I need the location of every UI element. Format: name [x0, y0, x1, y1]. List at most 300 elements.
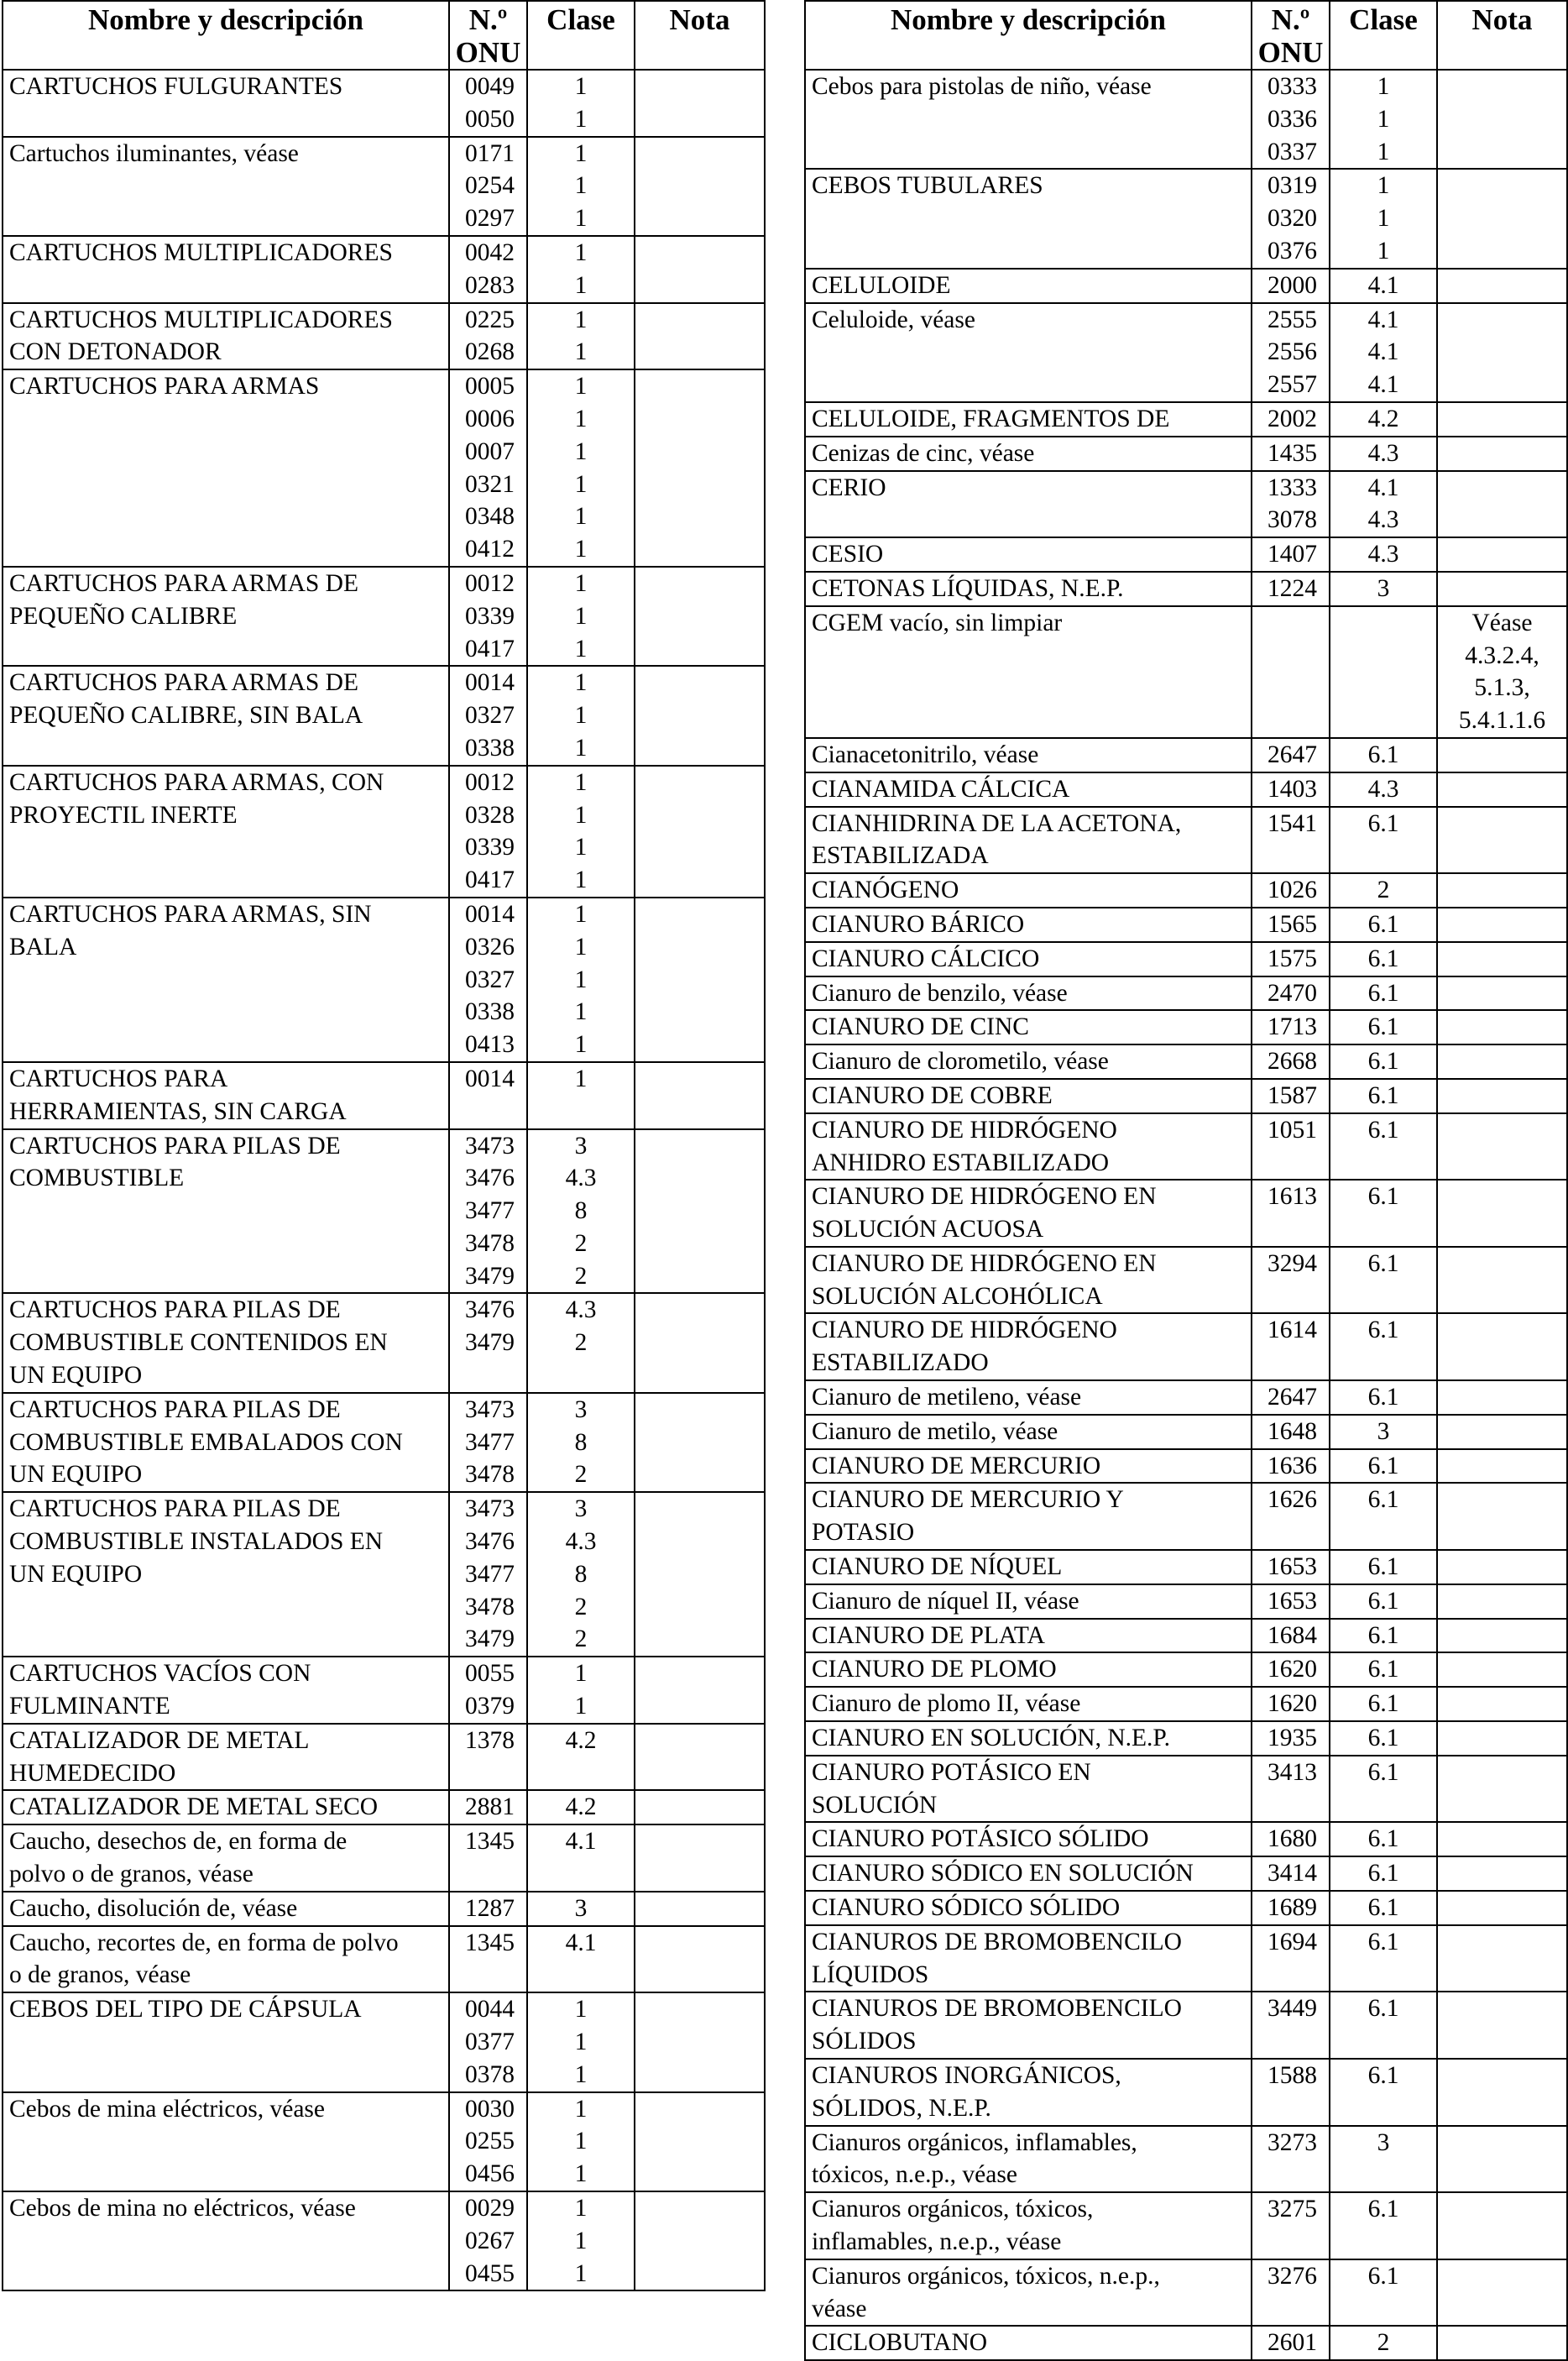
cell-clase	[527, 236, 635, 303]
table-row	[805, 1449, 1567, 1484]
cell-name	[805, 1044, 1252, 1079]
table-row	[805, 976, 1567, 1011]
entry-name-line: CIANHIDRINA DE LA ACETONA,	[812, 809, 1182, 837]
cell-clase	[1330, 1044, 1437, 1079]
onu-number: 1565	[1267, 910, 1317, 938]
cell-clase	[527, 1657, 635, 1724]
cell-onu	[1252, 572, 1330, 606]
cell-clase	[527, 1393, 635, 1492]
entry-name-line: COMBUSTIBLE	[9, 1165, 185, 1192]
onu-number: 1026	[1267, 877, 1317, 904]
class-value: 1	[574, 569, 588, 597]
onu-number: 0225	[465, 306, 515, 333]
onu-number: 0328	[465, 801, 515, 829]
cell-name	[805, 1584, 1252, 1619]
cell-name	[805, 1550, 1252, 1584]
class-value: 1	[574, 1065, 588, 1092]
cell-clase	[1330, 1756, 1437, 1823]
table-row	[3, 898, 765, 1062]
onu-number: 3276	[1267, 2262, 1317, 2290]
cell-onu	[1252, 606, 1330, 738]
cell-onu	[1252, 1619, 1330, 1653]
table-row	[805, 1415, 1567, 1449]
onu-number: 0326	[465, 933, 515, 961]
class-value: 8	[574, 1197, 588, 1225]
entry-name-line: CEBOS TUBULARES	[812, 172, 1043, 200]
table-row	[805, 873, 1567, 908]
onu-number: 0339	[465, 602, 515, 630]
cell-name	[3, 1393, 449, 1492]
cell-clase	[1330, 1925, 1437, 1992]
class-value: 6.1	[1367, 1013, 1399, 1041]
class-value: 1	[574, 238, 588, 266]
class-value: 1	[574, 669, 588, 697]
class-value: 3	[574, 1132, 588, 1160]
class-value: 1	[574, 2227, 588, 2254]
entry-name-line: CATALIZADOR DE METAL	[9, 1726, 310, 1754]
cell-nota	[1437, 2059, 1567, 2126]
onu-number: 3479	[465, 1262, 515, 1290]
entry-name-line: CIANURO DE MERCURIO	[812, 1452, 1101, 1479]
cell-name	[805, 738, 1252, 772]
cell-nota	[1437, 70, 1567, 169]
cell-clase	[1330, 437, 1437, 471]
cell-onu	[449, 369, 527, 567]
class-value: 1	[1377, 237, 1390, 264]
class-value: 4.3	[565, 1165, 597, 1192]
onu-number: 1653	[1267, 1587, 1317, 1615]
class-value: 1	[574, 2128, 588, 2155]
cell-name	[805, 1756, 1252, 1823]
class-value: 1	[574, 271, 588, 299]
class-value: 1	[574, 73, 588, 100]
cell-onu	[1252, 1721, 1330, 1756]
cell-onu	[1252, 1380, 1330, 1415]
cell-onu	[1252, 1415, 1330, 1449]
entry-name-line: CARTUCHOS PARA PILAS DE	[9, 1395, 341, 1423]
class-value: 4.1	[1367, 371, 1399, 399]
cell-nota	[635, 1293, 765, 1392]
table-row	[805, 1687, 1567, 1721]
cell-name	[3, 1293, 449, 1392]
onu-number: 0456	[465, 2160, 515, 2188]
cell-nota	[1437, 873, 1567, 908]
table-row	[3, 1824, 765, 1892]
cell-name	[805, 1449, 1252, 1484]
cell-clase	[1330, 1079, 1437, 1113]
class-value: 2	[574, 1229, 588, 1257]
cell-clase	[527, 567, 635, 666]
table-row	[3, 1657, 765, 1724]
entry-name-line: Cianacetonitrilo, véase	[812, 741, 1039, 768]
cell-clase	[1330, 606, 1437, 738]
entry-name-line: CIANURO DE HIDRÓGENO	[812, 1116, 1117, 1144]
class-value: 1	[574, 834, 588, 861]
cell-onu	[1252, 1822, 1330, 1856]
class-value: 6.1	[1367, 2196, 1399, 2223]
cell-name	[3, 1824, 449, 1892]
table-row	[805, 942, 1567, 976]
cell-name	[805, 1180, 1252, 1247]
entry-name-line: SÓLIDOS	[812, 2028, 917, 2055]
table-row	[3, 1892, 765, 1926]
table-row	[805, 1313, 1567, 1380]
cell-clase	[1330, 908, 1437, 942]
onu-number: 0348	[465, 503, 515, 531]
onu-number: 3479	[465, 1625, 515, 1653]
cell-nota	[1437, 1079, 1567, 1113]
class-value: 6.1	[1367, 1621, 1399, 1649]
header-name: Nombre y descripción	[3, 1, 449, 70]
table-row	[805, 437, 1567, 471]
class-value: 1	[574, 405, 588, 432]
class-value: 1	[574, 966, 588, 993]
entry-name-line: PEQUEÑO CALIBRE	[9, 602, 238, 630]
cell-nota	[635, 898, 765, 1062]
cell-name	[3, 303, 449, 370]
entry-name-line: UN EQUIPO	[9, 1461, 143, 1489]
class-value: 4.1	[565, 1828, 597, 1856]
class-value: 8	[574, 1560, 588, 1588]
table-row	[805, 908, 1567, 942]
cell-name	[3, 70, 449, 137]
cell-clase	[1330, 269, 1437, 303]
table-row	[805, 1721, 1567, 1756]
cell-onu	[449, 567, 527, 666]
table-row	[805, 738, 1567, 772]
cell-nota	[1437, 738, 1567, 772]
class-value: 1	[574, 503, 588, 531]
onu-number: 1333	[1267, 474, 1317, 501]
entry-name-line: CIANURO DE PLOMO	[812, 1656, 1057, 1683]
onu-number: 0377	[465, 2029, 515, 2056]
cell-nota	[1437, 1380, 1567, 1415]
entry-name-line: CIANUROS DE BROMOBENCILO	[812, 1928, 1182, 1955]
cell-nota	[1437, 772, 1567, 807]
cell-name	[805, 2259, 1252, 2327]
entry-name-line: CETONAS LÍQUIDAS, N.E.P.	[812, 574, 1124, 602]
onu-number: 0327	[465, 966, 515, 993]
onu-number: 3078	[1267, 506, 1317, 534]
onu-number: 1587	[1267, 1081, 1317, 1109]
class-value: 4.1	[1367, 271, 1399, 299]
onu-number: 1935	[1267, 1725, 1317, 1752]
entry-name-line: SÓLIDOS, N.E.P.	[812, 2094, 991, 2122]
entry-name-line: CIANURO DE NÍQUEL	[812, 1553, 1063, 1581]
cell-clase	[1330, 1856, 1437, 1891]
cell-nota	[1437, 269, 1567, 303]
entry-name-line: CATALIZADOR DE METAL SECO	[9, 1793, 379, 1821]
class-value: 1	[574, 933, 588, 961]
onu-number: 0044	[465, 1996, 515, 2023]
onu-number: 2881	[465, 1793, 515, 1821]
cell-clase	[527, 1790, 635, 1824]
cell-onu	[1252, 1247, 1330, 1314]
onu-number: 0321	[465, 470, 515, 498]
cell-onu	[1252, 2192, 1330, 2259]
entry-name-line: CIANURO DE COBRE	[812, 1081, 1053, 1109]
class-value: 6.1	[1367, 1317, 1399, 1344]
cell-onu	[1252, 772, 1330, 807]
class-value: 6.1	[1367, 1995, 1399, 2023]
onu-number: 0320	[1267, 205, 1317, 233]
cell-clase	[527, 369, 635, 567]
class-value: 1	[574, 437, 588, 465]
cell-nota	[1437, 1925, 1567, 1992]
cell-onu	[449, 1657, 527, 1724]
cell-name	[805, 437, 1252, 471]
onu-number: 0005	[465, 373, 515, 400]
class-value: 6.1	[1367, 1725, 1399, 1752]
cell-onu	[449, 2092, 527, 2191]
onu-number: 3478	[465, 1461, 515, 1489]
cell-name	[805, 1247, 1252, 1314]
cell-onu	[449, 1824, 527, 1892]
cell-name	[3, 567, 449, 666]
entry-name-line: CARTUCHOS PARA ARMAS	[9, 373, 320, 400]
onu-number: 1626	[1267, 1486, 1317, 1514]
cell-nota	[1437, 1856, 1567, 1891]
onu-number: 1378	[465, 1726, 515, 1754]
note-line: 5.1.3,	[1474, 674, 1530, 702]
cell-name	[3, 1790, 449, 1824]
cell-clase	[527, 1824, 635, 1892]
class-value: 6.1	[1367, 1452, 1399, 1479]
onu-number: 0014	[465, 900, 515, 928]
class-value: 1	[574, 1031, 588, 1059]
cell-clase	[527, 1724, 635, 1791]
table-row	[805, 1550, 1567, 1584]
cell-clase	[1330, 1822, 1437, 1856]
entry-name-line: POTASIO	[812, 1519, 915, 1547]
cell-name	[805, 1856, 1252, 1891]
class-value: 6.1	[1367, 2262, 1399, 2290]
cell-name	[3, 1926, 449, 1993]
class-value: 4.3	[1367, 775, 1399, 803]
onu-number: 0012	[465, 569, 515, 597]
onu-number: 0417	[465, 635, 515, 662]
entry-name-line: COMBUSTIBLE CONTENIDOS EN	[9, 1329, 388, 1357]
entry-name-line: FULMINANTE	[9, 1693, 170, 1720]
cell-nota	[1437, 1721, 1567, 1756]
entry-name-line: CIANUROS DE BROMOBENCILO	[812, 1995, 1182, 2023]
cell-name	[805, 572, 1252, 606]
entry-name-line: Celuloide, véase	[812, 306, 975, 333]
entry-name-line: Cianuro de níquel II, véase	[812, 1587, 1079, 1615]
cell-clase	[1330, 70, 1437, 169]
class-value: 6.1	[1367, 1690, 1399, 1718]
onu-number: 0338	[465, 734, 515, 762]
cell-onu	[1252, 1010, 1330, 1044]
entry-name-line: CARTUCHOS MULTIPLICADORES	[9, 306, 393, 333]
class-value: 6.1	[1367, 1928, 1399, 1955]
table-row	[805, 1483, 1567, 1550]
cell-clase	[527, 898, 635, 1062]
cell-clase	[1330, 2192, 1437, 2259]
onu-number: 0379	[465, 1693, 515, 1720]
table-row	[805, 537, 1567, 572]
cell-nota	[635, 303, 765, 370]
table-row	[805, 772, 1567, 807]
table-row	[3, 1129, 765, 1294]
onu-number: 0267	[465, 2227, 515, 2254]
cell-clase	[527, 1926, 635, 1993]
onu-number: 0030	[465, 2095, 515, 2123]
cell-clase	[1330, 1180, 1437, 1247]
class-value: 6.1	[1367, 2062, 1399, 2090]
class-value: 6.1	[1367, 1825, 1399, 1853]
class-value: 2	[574, 1329, 588, 1357]
class-value: 1	[574, 998, 588, 1026]
class-value: 1	[574, 373, 588, 400]
onu-number: 3477	[465, 1560, 515, 1588]
onu-number: 3478	[465, 1229, 515, 1257]
class-value: 3	[574, 1495, 588, 1523]
onu-number: 3473	[465, 1132, 515, 1160]
entry-name-line: CELULOIDE	[812, 271, 951, 299]
note-line: 4.3.2.4,	[1465, 641, 1539, 669]
cell-name	[805, 1992, 1252, 2059]
entry-name-line: CIANURO DE PLATA	[812, 1621, 1045, 1649]
cell-onu	[449, 1992, 527, 2091]
onu-number: 3294	[1267, 1249, 1317, 1277]
onu-number: 1653	[1267, 1553, 1317, 1581]
cell-name	[3, 369, 449, 567]
cell-nota	[1437, 807, 1567, 874]
cell-clase	[1330, 942, 1437, 976]
cell-nota	[635, 1824, 765, 1892]
cell-name	[805, 537, 1252, 572]
cell-clase	[1330, 2126, 1437, 2193]
onu-number: 0336	[1267, 105, 1317, 133]
class-value: 4.3	[1367, 541, 1399, 568]
cell-nota	[635, 1926, 765, 1993]
table-row	[805, 1247, 1567, 1314]
cell-name	[805, 1925, 1252, 1992]
onu-number: 0376	[1267, 237, 1317, 264]
class-value: 1	[574, 338, 588, 366]
table-row	[3, 303, 765, 370]
entry-name-line: CIANURO CÁLCICO	[812, 945, 1040, 972]
class-value: 2	[1377, 877, 1390, 904]
table-row	[805, 2126, 1567, 2193]
cell-onu	[449, 1492, 527, 1657]
class-value: 1	[574, 2095, 588, 2123]
cell-onu	[449, 1062, 527, 1129]
cell-clase	[1330, 2259, 1437, 2327]
entry-name-line: CON DETONADOR	[9, 338, 222, 366]
cell-clase	[1330, 1687, 1437, 1721]
cell-clase	[1330, 873, 1437, 908]
table-row	[3, 1062, 765, 1129]
class-value: 8	[574, 1428, 588, 1456]
onu-number: 0012	[465, 768, 515, 796]
class-value: 6.1	[1367, 809, 1399, 837]
cell-nota	[1437, 1483, 1567, 1550]
cell-name	[3, 666, 449, 765]
cell-name	[805, 1619, 1252, 1653]
onu-number: 3273	[1267, 2128, 1317, 2156]
cell-onu	[449, 1129, 527, 1294]
cell-name	[805, 2192, 1252, 2259]
entry-name-line: CIANURO POTÁSICO EN	[812, 1758, 1091, 1786]
entry-name-line: CARTUCHOS PARA ARMAS, SIN	[9, 900, 372, 928]
cell-nota	[1437, 1584, 1567, 1619]
cell-clase	[527, 2191, 635, 2290]
cell-onu	[1252, 2059, 1330, 2126]
onu-number: 3477	[465, 1428, 515, 1456]
onu-number: 1620	[1267, 1690, 1317, 1718]
cell-nota	[1437, 1687, 1567, 1721]
class-value: 1	[574, 139, 588, 167]
cell-nota	[635, 1393, 765, 1492]
onu-number: 0007	[465, 437, 515, 465]
onu-number: 0049	[465, 73, 515, 100]
cell-name	[805, 402, 1252, 437]
table-row	[805, 1079, 1567, 1113]
cell-clase	[1330, 738, 1437, 772]
class-value: 2	[574, 1262, 588, 1290]
entry-name-line: Cianuro de metileno, véase	[812, 1384, 1082, 1411]
class-value: 1	[574, 900, 588, 928]
header-onu: N.º ONU	[1252, 1, 1330, 70]
cell-clase	[527, 70, 635, 137]
cell-name	[805, 1721, 1252, 1756]
class-value: 6.1	[1367, 1486, 1399, 1514]
cell-onu	[1252, 1550, 1330, 1584]
table-row	[805, 1044, 1567, 1079]
cell-name	[805, 269, 1252, 303]
onu-number: 0254	[465, 172, 515, 200]
table-row	[3, 666, 765, 765]
entry-name-line: Cianuros orgánicos, tóxicos, n.e.p.,	[812, 2262, 1160, 2290]
cell-nota	[1437, 2192, 1567, 2259]
cell-onu	[1252, 738, 1330, 772]
onu-number: 3476	[465, 1165, 515, 1192]
cell-nota	[1437, 1756, 1567, 1823]
cell-clase	[1330, 1721, 1437, 1756]
onu-number: 2556	[1267, 338, 1317, 366]
cell-onu	[449, 1293, 527, 1392]
cell-onu	[449, 70, 527, 137]
class-value: 1	[1377, 205, 1390, 233]
cell-clase	[1330, 1992, 1437, 2059]
table-row	[805, 169, 1567, 268]
onu-number: 1613	[1267, 1183, 1317, 1211]
cell-name	[805, 1380, 1252, 1415]
table-row	[3, 1926, 765, 1993]
onu-number: 0378	[465, 2060, 515, 2088]
class-value: 3	[574, 1395, 588, 1423]
cell-name	[805, 807, 1252, 874]
header-clase: Clase	[527, 1, 635, 70]
class-value: 4.2	[565, 1793, 597, 1821]
class-value: 1	[574, 2259, 588, 2287]
onu-number: 3414	[1267, 1860, 1317, 1887]
table-row	[3, 369, 765, 567]
cell-name	[3, 2092, 449, 2191]
cell-clase	[1330, 807, 1437, 874]
header-name: Nombre y descripción	[805, 1, 1252, 70]
cell-clase	[1330, 1380, 1437, 1415]
entry-name-line: CARTUCHOS VACÍOS CON	[9, 1660, 311, 1688]
table-row	[805, 1010, 1567, 1044]
entry-name-line: CARTUCHOS PARA PILAS DE	[9, 1296, 341, 1324]
onu-number: 0337	[1267, 138, 1317, 165]
entry-name-line: CEBOS DEL TIPO DE CÁPSULA	[9, 1996, 362, 2023]
cell-name	[805, 1113, 1252, 1180]
onu-number: 0029	[465, 2195, 515, 2222]
